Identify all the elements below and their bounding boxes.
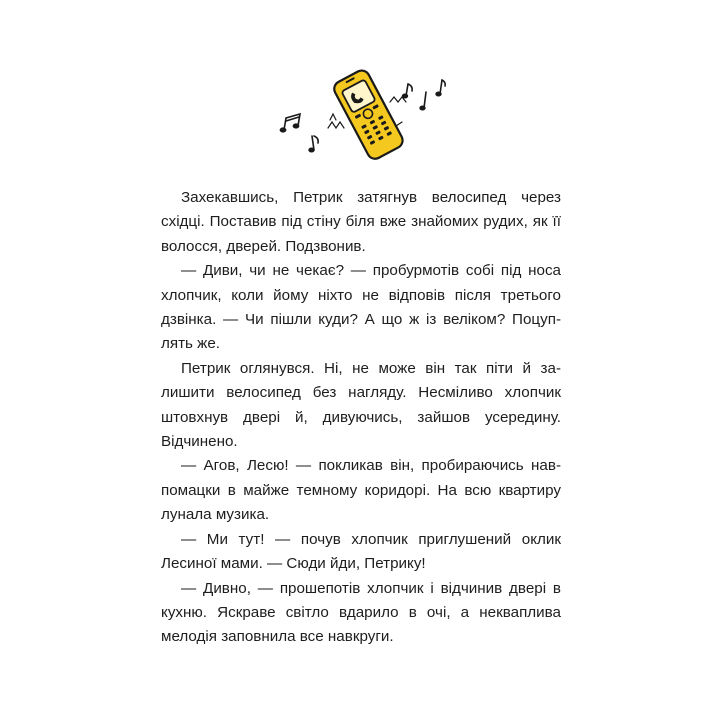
music-notes-icon xyxy=(390,80,445,126)
story-text xyxy=(161,186,561,650)
paragraph: Петрик оглянувся. Ні, не може він так піти й залишити велосипед без нагляду. Несміливо хлопчик штовхнув двері й, дивуючись, зайшов усередину. Відчинено. xyxy=(161,359,561,451)
phone-illustration xyxy=(276,64,456,164)
music-notes-icon xyxy=(280,114,344,152)
paragraph: Захекавшись, Петрик затягнув велосипед через східці. Поставив під стіну біля вже знайомих рудих, як її волосся, дверей. Подзвонив. xyxy=(161,189,561,255)
paragraph: — Ми тут! — почув хлопчик приглушений оклик Лесиної мами. — Сюди йди, Петрику! xyxy=(161,530,561,573)
paragraph: — Агов, Лесю! — покликав він, пробираючись навпомацки в майже темному коридорі. На всю квартиру лунала музика. xyxy=(161,457,561,524)
mobile-phone-icon xyxy=(331,68,405,162)
paragraph: — Диви, чи не чекає? — пробурмотів собі під носа хлопчик, коли йому ніхто не відповів після третього дзвінка. — Чи пішли куди? А що ж із веліком? Поцуплять же. xyxy=(161,262,561,353)
paragraph: — Дивно, — прошепотів хлопчик і відчинив двері в кухню. Яскраве світло вдарило в очі, а некваплива мелодія заповнила все навкруги. xyxy=(161,579,561,646)
